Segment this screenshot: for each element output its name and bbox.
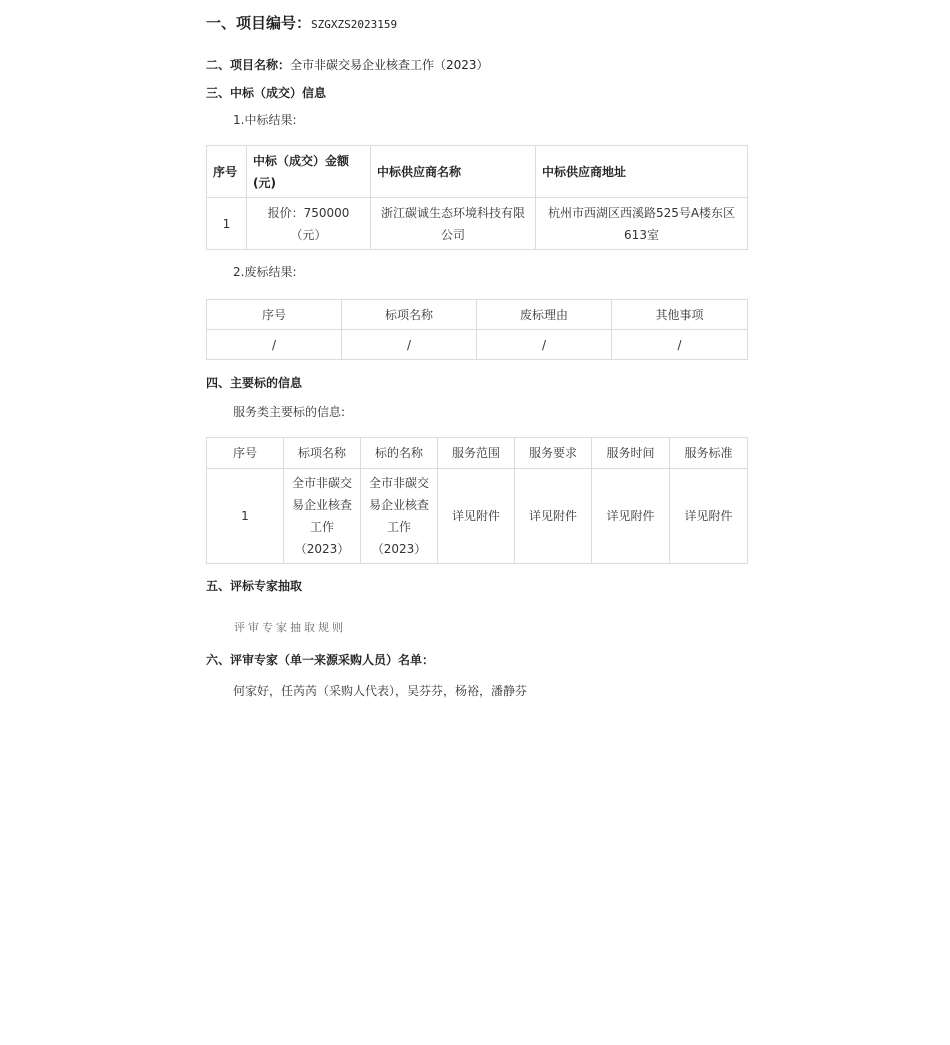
table-cell: 报价：750000（元） bbox=[247, 198, 371, 250]
win-result-table bbox=[206, 145, 748, 250]
project-name-heading: 二、项目名称：全市非碳交易企业核查工作（2023） bbox=[206, 58, 489, 72]
project-number-value: SZGXZS2023159 bbox=[311, 18, 398, 31]
table-cell: 详见附件 bbox=[592, 469, 670, 564]
header-cell: 序号 bbox=[207, 438, 284, 469]
table-cell: / bbox=[342, 330, 477, 360]
expert-list-heading: 六、评审专家（单一来源采购人员）名单： bbox=[206, 653, 435, 667]
header-cell: 中标（成交）金额(元) bbox=[247, 146, 371, 198]
table-row bbox=[207, 330, 748, 360]
header-cell: 中标供应商地址 bbox=[536, 146, 748, 198]
expert-rule-link[interactable]: 评审专家抽取规则 bbox=[234, 621, 346, 634]
header-cell: 标项名称 bbox=[342, 300, 477, 330]
header-cell: 服务标准 bbox=[670, 438, 748, 469]
service-table bbox=[206, 437, 748, 564]
table-cell: / bbox=[477, 330, 612, 360]
header-cell: 序号 bbox=[207, 300, 342, 330]
header-cell: 废标理由 bbox=[477, 300, 612, 330]
table-cell: 杭州市西湖区西溪路525号A楼东区613室 bbox=[536, 198, 748, 250]
header-cell: 标的名称 bbox=[361, 438, 438, 469]
table-row bbox=[207, 469, 748, 564]
header-cell: 服务要求 bbox=[515, 438, 592, 469]
main-subject-heading: 四、主要标的信息 bbox=[206, 376, 303, 390]
service-info-label: 服务类主要标的信息: bbox=[233, 405, 346, 419]
table-cell: 详见附件 bbox=[670, 469, 748, 564]
header-cell: 其他事项 bbox=[612, 300, 748, 330]
table-cell: / bbox=[207, 330, 342, 360]
table-cell: / bbox=[612, 330, 748, 360]
win-result-label: 1.中标结果: bbox=[233, 113, 297, 127]
project-number-heading: 一、项目编号：SZGXZS2023159 bbox=[206, 14, 398, 32]
table-cell: 全市非碳交易企业核查工作（2023） bbox=[284, 469, 361, 564]
fail-result-table bbox=[206, 299, 748, 360]
table-header-row bbox=[207, 146, 748, 198]
table-header-row bbox=[207, 300, 748, 330]
table-cell: 详见附件 bbox=[515, 469, 592, 564]
table-row bbox=[207, 198, 748, 250]
header-cell: 序号 bbox=[207, 146, 247, 198]
table-header-row bbox=[207, 438, 748, 469]
header-cell: 服务时间 bbox=[592, 438, 670, 469]
header-cell: 服务范围 bbox=[438, 438, 515, 469]
win-info-heading: 三、中标（成交）信息 bbox=[206, 86, 327, 100]
expert-names: 何家好，任芮芮（采购人代表），吴芬芬，杨裕，潘静芬 bbox=[233, 684, 528, 698]
table-cell: 1 bbox=[207, 469, 284, 564]
project-name-value: 全市非碳交易企业核查工作（2023） bbox=[290, 58, 489, 72]
header-cell: 中标供应商名称 bbox=[371, 146, 536, 198]
table-cell: 全市非碳交易企业核查工作（2023） bbox=[361, 469, 438, 564]
expert-extract-heading: 五、评标专家抽取 bbox=[206, 579, 303, 593]
table-cell: 1 bbox=[207, 198, 247, 250]
header-cell: 标项名称 bbox=[284, 438, 361, 469]
table-cell: 浙江碳诚生态环境科技有限公司 bbox=[371, 198, 536, 250]
fail-result-label: 2.废标结果: bbox=[233, 265, 297, 279]
table-cell: 详见附件 bbox=[438, 469, 515, 564]
